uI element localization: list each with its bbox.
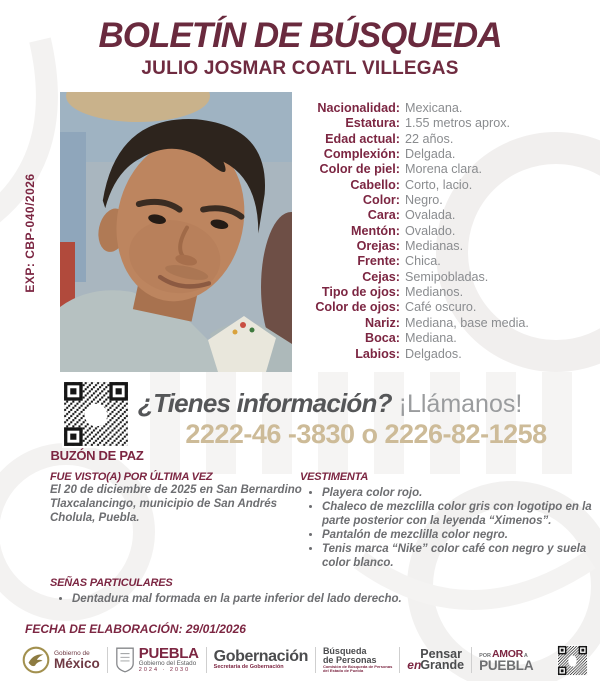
detail-value: Mediana. xyxy=(405,331,457,346)
puebla-gobierno-logo xyxy=(115,646,199,674)
detail-label: Orejas: xyxy=(356,239,400,254)
detail-label: Frente: xyxy=(357,254,400,269)
detail-label: Color de ojos: xyxy=(315,300,400,315)
puebla-shield-icon xyxy=(115,646,135,674)
puebla-years: 2024 · 2030 xyxy=(138,666,191,673)
detail-row xyxy=(288,147,594,162)
detail-value: Ovalado. xyxy=(405,223,456,238)
detail-value: Delgados. xyxy=(405,346,462,361)
detail-value: 1.55 metros aprox. xyxy=(405,116,510,131)
clothing-heading: VESTIMENTA xyxy=(300,471,369,483)
detail-label: Estatura: xyxy=(345,116,400,131)
pensar-en-grande-logo xyxy=(407,649,464,671)
detail-row xyxy=(288,116,594,131)
detail-value: Negro. xyxy=(405,193,443,208)
footer-qr-code xyxy=(557,645,588,676)
clothing-list xyxy=(300,486,594,570)
buzon-de-paz-qr-code xyxy=(62,380,130,448)
gobernacion-sub: Secretaría de Gobernación xyxy=(213,664,284,670)
detail-value: 22 años. xyxy=(405,131,454,146)
detail-value: Delgada. xyxy=(405,147,456,162)
detail-row xyxy=(288,101,594,116)
detail-row xyxy=(288,331,594,346)
detail-value: Chica. xyxy=(405,254,441,269)
detail-row xyxy=(288,224,594,239)
en-word: en xyxy=(407,658,422,672)
marks-section xyxy=(50,577,582,606)
detail-row xyxy=(288,316,594,331)
clothing-item: • Tenis marca “Nike” color café con negro y suela color blanco. xyxy=(322,542,594,570)
logo-divider xyxy=(206,647,207,673)
detail-value: Mexicana. xyxy=(405,101,463,115)
logo-divider xyxy=(471,647,472,673)
detail-value: Medianas. xyxy=(405,239,464,254)
gobernacion-logo xyxy=(214,649,308,671)
por-amor-a-puebla-logo xyxy=(479,647,534,673)
detail-row xyxy=(288,300,594,315)
call-us-text: ¡Llámanos! xyxy=(391,390,523,418)
logo-divider xyxy=(107,647,108,673)
detail-row xyxy=(288,162,594,177)
detail-row xyxy=(288,285,594,300)
detail-label: Cabello: xyxy=(350,177,400,192)
info-question-line xyxy=(138,388,594,419)
detail-row xyxy=(288,178,594,193)
detail-row xyxy=(288,254,594,269)
elaboration-date: FECHA DE ELABORACIÓN: 29/01/2026 xyxy=(25,622,246,636)
a-text: A xyxy=(523,652,528,659)
clothing-section xyxy=(300,471,594,570)
detail-value: Semipobladas. xyxy=(405,269,489,284)
detail-value: Morena clara. xyxy=(405,162,482,177)
details-list xyxy=(288,101,594,362)
logo-divider xyxy=(399,647,400,673)
detail-label: Complexión: xyxy=(323,147,400,162)
missing-person-name: JULIO JOSMAR COATL VILLEGAS xyxy=(141,58,459,79)
page-title: BOLETÍN DE BÚSQUEDA xyxy=(98,16,502,55)
last-seen-text: El 20 de diciembre de 2025 en San Bernardino Tlaxcalancingo, municipio de San Andrés Cholula, Puebla. xyxy=(50,484,302,524)
detail-value: Corto, lacio. xyxy=(405,177,473,192)
marks-heading: SEÑAS PARTICULARES xyxy=(50,577,173,589)
detail-row xyxy=(288,193,594,208)
marks-item: • Dentadura mal formada en la parte inferior del lado derecho. xyxy=(72,592,582,606)
detail-label: Nacionalidad: xyxy=(317,101,400,115)
clothing-item: • Chaleco de mezclilla color gris con logotipo en la parte posterior con la leyenda “Ximenos”. xyxy=(322,500,594,528)
busqueda-line1: Búsqueda xyxy=(322,645,367,656)
gob-mx-line1: Gobierno de xyxy=(54,650,90,657)
detail-row xyxy=(288,239,594,254)
detail-row xyxy=(288,208,594,223)
footer-logos xyxy=(22,643,588,677)
busqueda-line2: de Personas xyxy=(322,654,377,665)
detail-row xyxy=(288,347,594,362)
question-text: ¿Tienes información? xyxy=(138,388,392,418)
detail-value: Medianos. xyxy=(405,285,464,300)
qr-label: BUZÓN DE PAZ xyxy=(50,448,144,463)
puebla-text: PUEBLA xyxy=(479,657,534,673)
detail-label: Labios: xyxy=(355,346,400,361)
por-text: POR xyxy=(479,652,491,659)
detail-value: Café oscuro. xyxy=(405,300,477,315)
logo-divider xyxy=(315,647,316,673)
busqueda-sub2: del Estado de Puebla xyxy=(322,668,364,673)
puebla-name: PUEBLA xyxy=(138,644,199,662)
amor-text: AMOR xyxy=(492,647,523,660)
eagle-emblem-icon xyxy=(22,646,50,674)
detail-value: Mediana, base media. xyxy=(405,315,529,330)
detail-value: Ovalada. xyxy=(405,208,456,223)
clothing-item: • Pantalón de mezclilla color negro. xyxy=(322,528,594,542)
clothing-item: • Playera color rojo. xyxy=(322,486,594,500)
gobierno-de-mexico-logo xyxy=(22,646,100,674)
busqueda-sub1: Comisión de Búsqueda de Personas xyxy=(322,663,393,669)
detail-label: Mentón: xyxy=(351,223,400,238)
detail-label: Color de piel: xyxy=(319,162,400,177)
gob-mx-line2: México xyxy=(54,656,100,671)
case-number: EXP: CBP-040/2026 xyxy=(23,173,37,293)
detail-label: Nariz: xyxy=(365,315,400,330)
missing-person-photo xyxy=(60,92,292,372)
detail-row xyxy=(288,270,594,285)
puebla-sub: Gobierno del Estado xyxy=(138,659,197,667)
marks-list xyxy=(50,592,582,606)
last-seen-section xyxy=(50,471,302,525)
detail-label: Cejas: xyxy=(362,269,400,284)
detail-label: Cara: xyxy=(367,208,400,223)
detail-label: Color: xyxy=(362,193,400,208)
detail-label: Edad actual: xyxy=(325,131,400,146)
pensar-word: Pensar xyxy=(420,647,462,661)
detail-label: Boca: xyxy=(365,331,400,346)
gobernacion-name: Gobernación xyxy=(213,648,308,665)
busqueda-de-personas-logo xyxy=(323,647,392,674)
grande-text: Grande xyxy=(420,658,465,672)
detail-row xyxy=(288,132,594,147)
last-seen-heading: FUE VISTO(A) POR ÚLTIMA VEZ xyxy=(50,471,213,483)
grande-word xyxy=(407,659,464,671)
phone-numbers: 2222-46 -3830 o 2226-82-1258 xyxy=(185,419,547,449)
detail-label: Tipo de ojos: xyxy=(321,285,400,300)
